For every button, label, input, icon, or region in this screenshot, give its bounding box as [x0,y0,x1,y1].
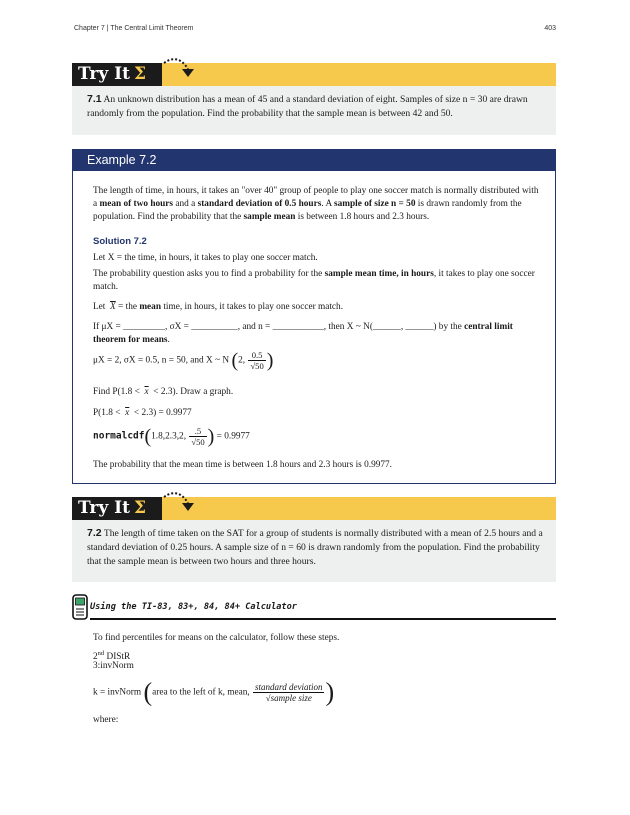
solution-title: Solution 7.2 [93,236,147,247]
solution-line-3: Let $\overline{X}$ = the mean time, in hours, it takes to play one soccer match. [93,302,344,312]
calculator-icon [72,594,88,620]
solution-line-5: μX = 2, σX = 0.5, n = 50, and X ~ N (2, $\frac{0.5}{√50}$ ) [93,349,274,372]
calculator-title: Using the TI-83, 83+, 84, 84+ Calculator [90,602,297,612]
exercise-text: The length of time taken on the SAT for a group of students is normally distributed with a mean of 2.5 hours and a standard deviation of 0.25 hours. A sample size of n = 60 is drawn randomly from the population. Find the probability that the sample mean is between two hours and three hours. [87,528,543,567]
solution-line-4: If μX = _________, σX = __________, and n = ___________, then X ~ N(______, ______) by the central limit theorem for means. [93,322,513,346]
calculator-where: where: [93,715,119,725]
exercise-number: 7.1 [87,93,102,105]
dotted-arrow-icon [160,55,200,81]
example-intro: The length of time, in hours, it takes an "over 40" group of people to play one soccer match is normally distributed with a mean of two hours and a standard deviation of 0.5 hours. A sample of size n = 50 is drawn randomly from the population. Find the probability that the sample mean is between 1.8 hours and 2.3 hours. [93,186,539,223]
example-title: Example 7.2 [72,149,556,171]
solution-line-1: Let X = the time, in hours, it takes to play one soccer match. [93,253,318,263]
page-number: 403 [544,25,556,32]
calculator-step-1: 2nd DIStR [93,650,131,663]
try-it-exercise [72,86,556,135]
divider [90,618,556,620]
try-it-exercise [72,520,556,582]
solution-line-2: The probability question asks you to find a probability for the sample mean time, in hours, it takes to play one soccer match. [93,269,535,293]
exercise-number: 7.2 [87,527,102,539]
solution-line-8: normalcdf(1.8,2.3,2, $\frac{.5}{√50}$ ) = 0.9977 [93,425,250,448]
sigma-icon: Σ [133,498,147,518]
solution-conclusion: The probability that the mean time is between 1.8 hours and 2.3 hours is 0.9977. [93,460,392,470]
calculator-section-header [72,594,556,622]
exercise-text: An unknown distribution has a mean of 45 and a standard deviation of eight. Samples of size n = 30 are drawn randomly from the population. Find the probability that the sample mean is between 42 and 50. [87,94,528,119]
calculator-intro: To find percentiles for means on the calculator, follow these steps. [93,633,340,643]
try-it-banner [72,497,556,520]
calculator-step-2: 3:invNorm [93,661,134,671]
fraction: $\frac{0.5}{√50}$ [250,350,264,371]
try-it-label: Try It Σ [72,63,162,86]
fraction: $\frac{\text{standard deviation}}{\text{√sample size}}$ [255,682,323,703]
solution-line-7: $P(1.8 < \overline{x} < 2.3) = 0.9977$ [93,408,192,418]
try-it-banner [72,63,556,86]
running-header-chapter: Chapter 7 | The Central Limit Theorem [74,25,194,32]
fraction: $\frac{.5}{√50}$ [191,426,205,447]
dotted-arrow-icon [160,489,200,515]
sigma-icon: Σ [133,64,147,84]
calculator-formula: k = invNorm (area to the left of k, mean, $\frac{\text{standard deviation}}{\text{√sample size}}$ ) [93,677,335,707]
solution-line-6: Find $P(1.8 < \overline{x} < 2.3)$. Draw a graph. [93,387,234,397]
try-it-label: Try It Σ [72,497,162,520]
